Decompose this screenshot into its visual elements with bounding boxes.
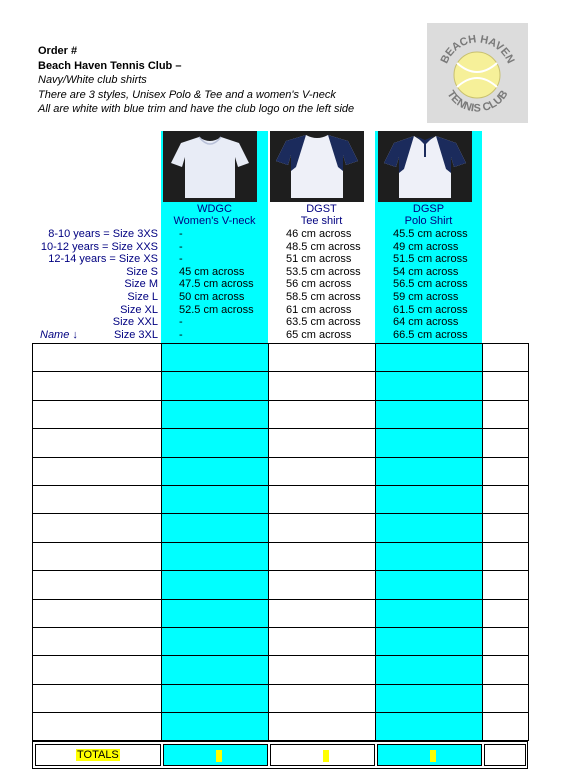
measurement-cell: - [179,253,183,266]
quantity-entry-cell[interactable] [162,542,269,570]
quantity-entry-cell[interactable] [269,599,376,627]
table-row [33,429,529,457]
measurement-cell: 46 cm across [286,228,352,240]
club-logo [427,23,528,123]
table-row [33,599,529,627]
quantity-entry-cell[interactable] [162,713,269,741]
measurement-cell: - [179,240,183,253]
quantity-entry-cell[interactable] [376,457,483,485]
table-row [33,344,529,372]
table-row [33,627,529,655]
total-wdgc[interactable] [163,744,268,766]
size-label: Size 3XL [113,328,158,341]
quantity-entry-cell[interactable] [162,684,269,712]
measurement-cell: 45.5 cm across [393,228,468,240]
quantity-entry-cell[interactable] [483,457,529,485]
style-name-dgsp: Polo Shirt [404,215,453,227]
quantity-entry-cell[interactable] [269,344,376,372]
total-marker-dgst [323,750,329,762]
size-label: 10-12 years = Size XXS [40,240,158,253]
table-row [33,571,529,599]
quantity-entry-cell[interactable] [376,344,483,372]
measurement-cell: 52.5 cm across [179,303,254,316]
tee-shirt-image [270,131,364,202]
quantity-entry-cell[interactable] [269,542,376,570]
quantity-entry-cell[interactable] [269,372,376,400]
quantity-entry-cell[interactable] [376,400,483,428]
quantity-entry-cell[interactable] [162,656,269,684]
measurement-cell: - [179,328,183,341]
quantity-entry-cell[interactable] [269,571,376,599]
style-name-wdgc: Women's V-neck [173,215,256,227]
measurement-cell: 56.5 cm across [393,278,468,291]
quantity-entry-cell[interactable] [269,457,376,485]
totals-label-cell [35,744,161,766]
measurement-cell: 49 cm across [393,240,459,253]
quantity-entry-cell[interactable] [269,627,376,655]
desc-line-1: Navy/White club shirts [38,74,147,87]
total-marker-dgsp [430,750,436,762]
table-row [33,457,529,485]
size-label: Size S [126,265,158,278]
quantity-entry-cell[interactable] [269,684,376,712]
desc-line-3: All are white with blue trim and have the club logo on the left side [38,103,355,116]
style-code-dgst: DGST [306,203,337,215]
quantity-entry-cell[interactable] [376,627,483,655]
measurement-cell: 47.5 cm across [179,278,254,291]
quantity-entry-cell[interactable] [483,542,529,570]
table-row [33,400,529,428]
measurement-cell: - [179,228,183,240]
table-row [33,514,529,542]
style-code-wdgc: WDGC [197,203,232,215]
quantity-entry-cell[interactable] [376,429,483,457]
table-row [33,542,529,570]
measurement-cell: 54 cm across [393,265,459,278]
quantity-entry-cell[interactable] [162,372,269,400]
quantity-entry-cell[interactable] [483,429,529,457]
name-entry-cell[interactable] [33,571,162,599]
order-number-label: Order # [38,45,78,57]
quantity-entry-cell[interactable] [162,429,269,457]
quantity-entry-cell[interactable] [483,344,529,372]
order-header [38,44,354,117]
measurement-cell: 63.5 cm across [286,316,361,329]
quantity-entry-cell[interactable] [162,571,269,599]
measurement-cell: 65 cm across [286,328,352,341]
measurement-cell: 53.5 cm across [286,265,361,278]
size-label: Size M [124,278,158,291]
order-entry-table [32,343,529,741]
name-entry-cell[interactable] [33,372,162,400]
table-row [33,656,529,684]
size-label: Size XXL [112,316,158,329]
measurement-cell: 59 cm across [393,291,459,303]
quantity-entry-cell[interactable] [269,485,376,513]
total-dgsp[interactable] [377,744,482,766]
total-marker-wdgc [216,750,222,762]
quantity-entry-cell[interactable] [269,514,376,542]
name-entry-cell[interactable] [33,542,162,570]
measurement-cell: 45 cm across [179,265,245,278]
table-row [33,372,529,400]
quantity-entry-cell[interactable] [376,656,483,684]
polo-shirt-image [378,131,472,202]
measurement-cell: 64 cm across [393,316,459,329]
quantity-entry-cell[interactable] [483,684,529,712]
quantity-entry-cell[interactable] [483,656,529,684]
quantity-entry-cell[interactable] [162,627,269,655]
quantity-entry-cell[interactable] [376,571,483,599]
quantity-entry-cell[interactable] [376,542,483,570]
total-extra[interactable] [484,744,526,766]
size-label: 12-14 years = Size XS [48,253,158,266]
size-label: Size XL [120,303,158,316]
totals-row [32,741,528,769]
quantity-entry-cell[interactable] [162,599,269,627]
measurement-cell: - [179,316,183,329]
measurement-cell: 66.5 cm across [393,328,468,341]
name-entry-cell[interactable] [33,684,162,712]
quantity-entry-cell[interactable] [376,713,483,741]
table-row [33,485,529,513]
measurement-cell: 48.5 cm across [286,240,361,253]
quantity-entry-cell[interactable] [376,684,483,712]
size-label: 8-10 years = Size 3XS [48,228,158,240]
quantity-entry-cell[interactable] [269,400,376,428]
size-label: Size L [127,291,158,303]
total-dgst[interactable] [270,744,375,766]
quantity-entry-cell[interactable] [483,627,529,655]
name-entry-cell[interactable] [33,485,162,513]
logo-text-bottom: TENNIS CLUB [444,88,511,115]
name-entry-cell[interactable] [33,400,162,428]
name-entry-cell[interactable] [33,514,162,542]
measurement-cell: 50 cm across [179,291,245,303]
name-entry-cell[interactable] [33,429,162,457]
name-entry-cell[interactable] [33,627,162,655]
logo-text-top: BEACH HAVEN [438,33,517,66]
name-entry-cell[interactable] [33,713,162,741]
totals-label: TOTALS [77,749,119,761]
style-name-dgst: Tee shirt [300,215,343,227]
table-row [33,684,529,712]
vneck-shirt-image [163,131,257,202]
quantity-entry-cell[interactable] [162,457,269,485]
quantity-entry-cell[interactable] [162,514,269,542]
name-entry-cell[interactable] [33,457,162,485]
quantity-entry-cell[interactable] [162,400,269,428]
name-entry-cell[interactable] [33,656,162,684]
desc-line-2: There are 3 styles, Unisex Polo & Tee and a women's V-neck [38,88,336,101]
quantity-entry-cell[interactable] [483,571,529,599]
quantity-entry-cell[interactable] [376,599,483,627]
quantity-entry-cell[interactable] [483,400,529,428]
measurement-cell: 61.5 cm across [393,303,468,316]
measurement-cell: 56 cm across [286,278,352,291]
quantity-entry-cell[interactable] [376,514,483,542]
table-row [33,713,529,741]
measurement-cell: 61 cm across [286,303,352,316]
measurement-cell: 51.5 cm across [393,253,468,266]
quantity-entry-cell[interactable] [483,514,529,542]
quantity-entry-cell[interactable] [162,485,269,513]
name-entry-cell[interactable] [33,599,162,627]
name-entry-cell[interactable] [33,344,162,372]
club-title: Beach Haven Tennis Club – [38,59,182,72]
quantity-entry-cell[interactable] [376,485,483,513]
style-code-dgsp: DGSP [412,203,445,215]
quantity-entry-cell[interactable] [376,372,483,400]
quantity-entry-cell[interactable] [269,713,376,741]
measurement-cell: 51 cm across [286,253,352,266]
measurement-cell: 58.5 cm across [286,291,361,303]
quantity-entry-cell[interactable] [269,656,376,684]
quantity-entry-cell[interactable] [269,429,376,457]
quantity-entry-cell[interactable] [483,713,529,741]
quantity-entry-cell[interactable] [162,344,269,372]
quantity-entry-cell[interactable] [483,485,529,513]
quantity-entry-cell[interactable] [483,599,529,627]
quantity-entry-cell[interactable] [483,372,529,400]
name-column-label: Name ↓ [40,329,78,341]
